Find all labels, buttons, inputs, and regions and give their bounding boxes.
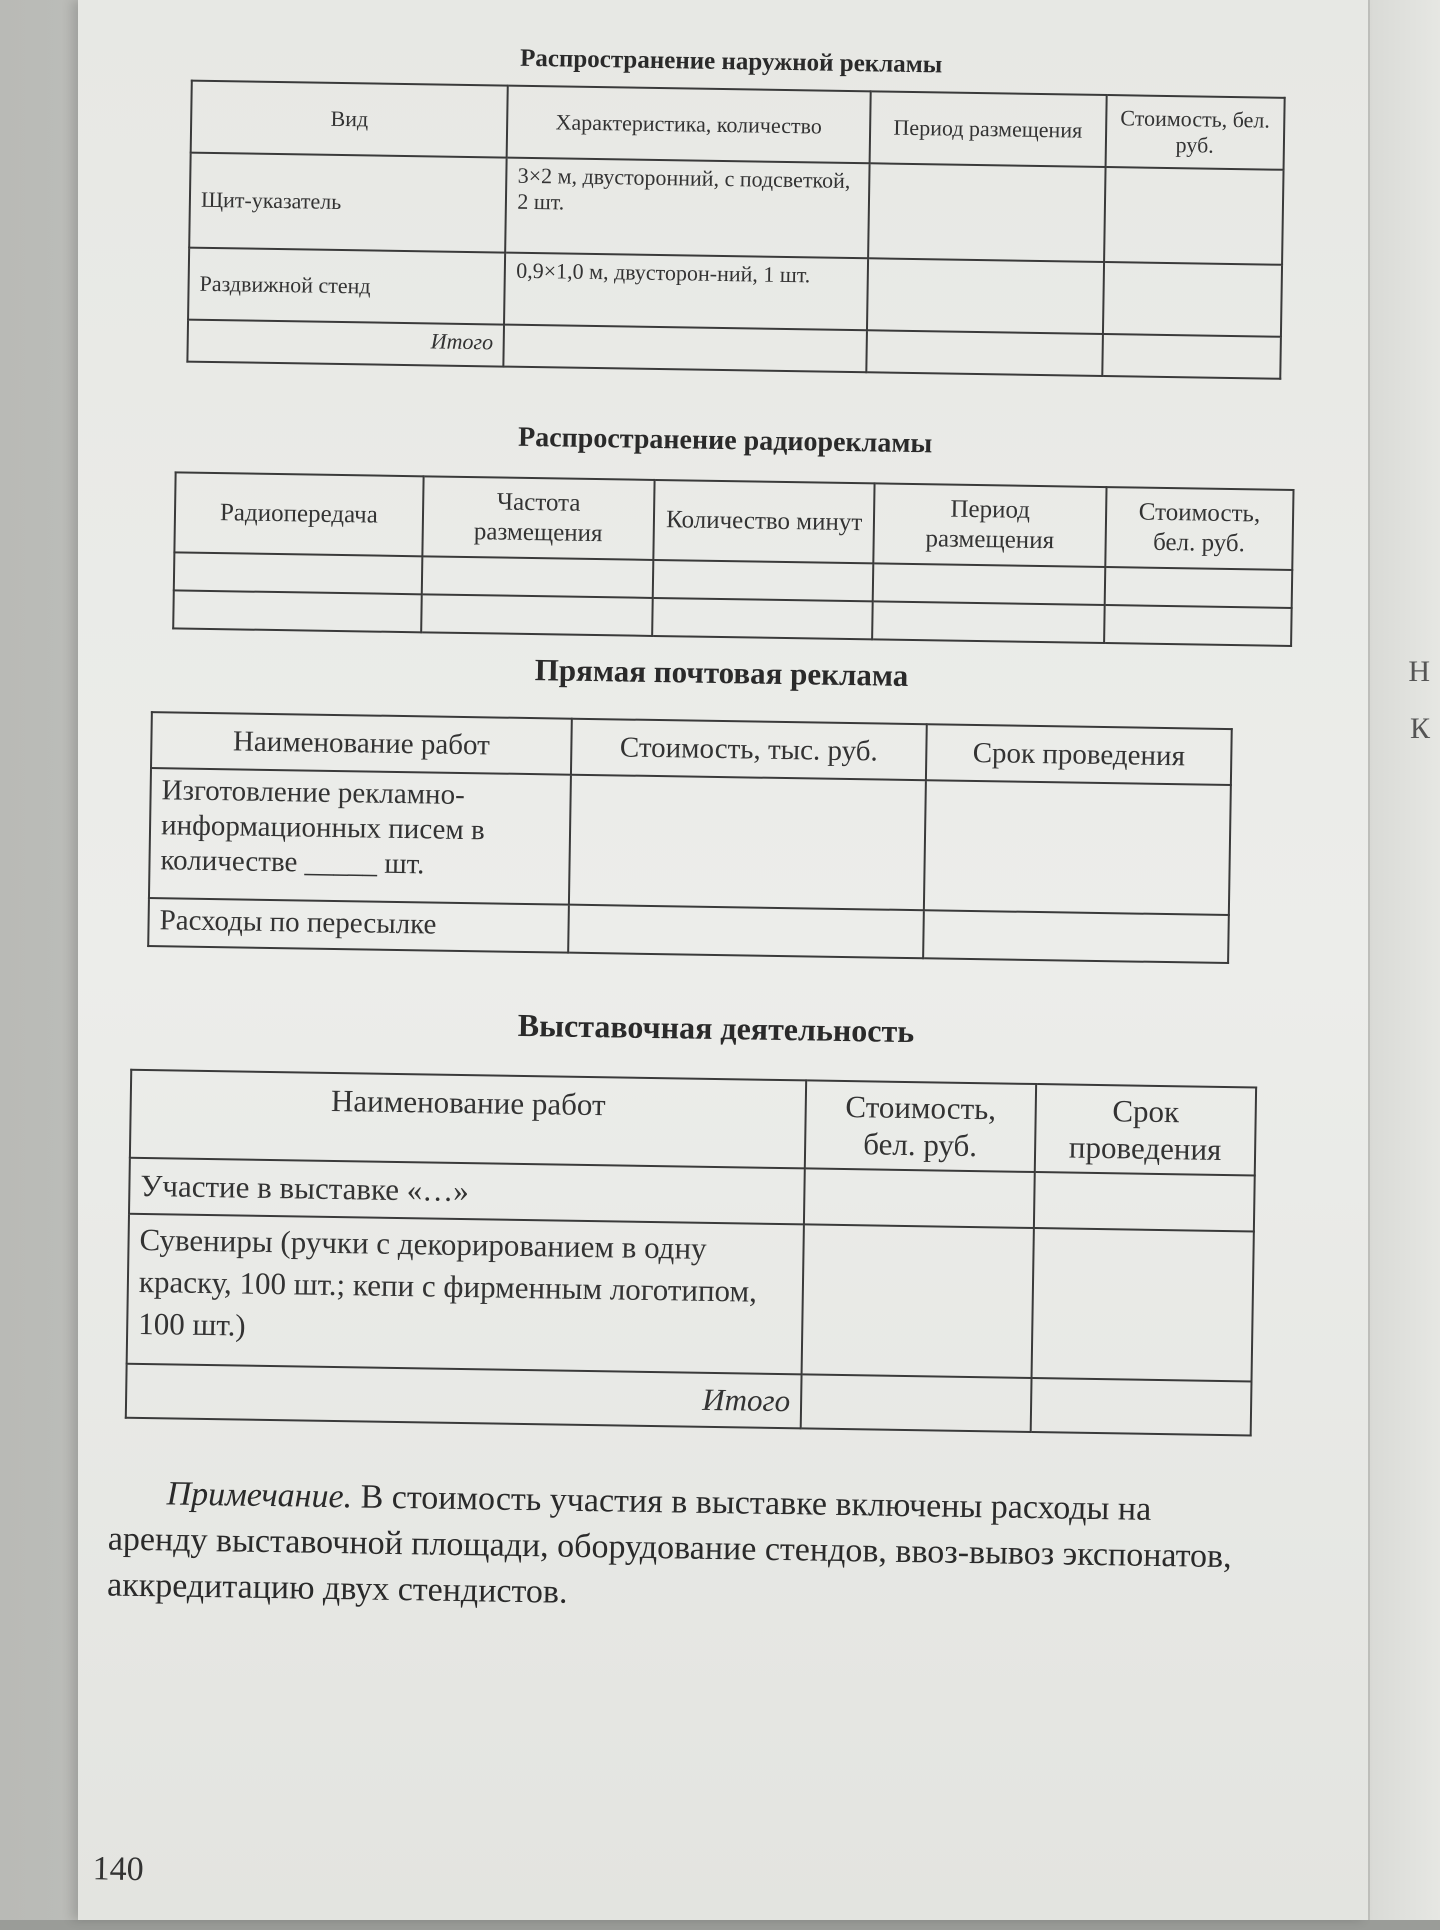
empty-cell (568, 905, 924, 959)
edge-glyph-1: Н (1408, 655, 1430, 688)
empty-cell (802, 1224, 1034, 1378)
empty-cell (422, 556, 654, 598)
section1-title: Распространение наружной рекламы (519, 44, 943, 79)
note-label: Примечание. (166, 1475, 353, 1516)
radio-ad-table (172, 471, 1294, 647)
exhibition-table (125, 1069, 1257, 1437)
row-work-name: Сувениры (ручки с декорированием в одну краску, 100 шт.; кепи с фирменным логотипом, 100 шт.) (127, 1214, 804, 1375)
empty-cell (1032, 1228, 1254, 1381)
empty-cell (924, 780, 1231, 915)
header-term: Срок проведения (926, 724, 1232, 785)
empty-cell (1031, 1378, 1252, 1435)
empty-cell (1104, 605, 1292, 646)
book-page (78, 0, 1368, 1920)
header-radio-program: Радиопередача (174, 472, 423, 556)
empty-cell (1103, 262, 1282, 337)
empty-cell (1034, 1172, 1255, 1231)
header-period: Период размещения (874, 483, 1107, 567)
header-characteristic: Характеристика, количество (507, 86, 870, 164)
header-work-name: Наименование работ (151, 712, 572, 775)
empty-cell (1102, 334, 1281, 379)
empty-cell (173, 590, 421, 632)
header-cost: Стоимость, бел. руб. (1105, 487, 1294, 570)
row-type: Щит-указатель (189, 153, 507, 253)
empty-cell (174, 552, 422, 594)
header-work-name: Наименование работ (130, 1070, 806, 1169)
header-frequency: Частота размещения (422, 476, 655, 560)
page-number: 140 (92, 1850, 144, 1889)
empty-cell (873, 601, 1105, 643)
section2-title: Распространение радиорекламы (517, 421, 933, 460)
empty-cell (867, 258, 1104, 334)
empty-cell (866, 330, 1102, 376)
empty-cell (801, 1374, 1032, 1432)
empty-cell (421, 594, 653, 636)
row-work-name: Расходы по пересылке (148, 898, 569, 953)
header-term: Срок проведения (1035, 1084, 1256, 1175)
empty-cell (868, 163, 1105, 262)
empty-cell (652, 598, 873, 639)
row-work-name: Изготовление рекламно-информационных писем в количестве _____ шт. (149, 768, 571, 905)
empty-cell (1104, 167, 1284, 265)
header-cost: Стоимость, тыс. руб. (571, 719, 927, 781)
note-text: В стоимость участия в выставке включены расходы на аренду выставочной площади, оборудование стендов, ввоз-вывоз экспонатов, аккредитацию двух стендистов. (106, 1478, 1232, 1611)
edge-glyph-2: К (1409, 712, 1430, 745)
total-label: Итого (187, 320, 504, 367)
row-characteristic: 0,9×1,0 м, двусторон-ний, 1 шт. (504, 253, 867, 331)
total-label: Итого (126, 1364, 802, 1429)
empty-cell (504, 325, 867, 373)
row-type: Раздвижной стенд (188, 248, 505, 325)
header-cost: Стоимость, бел. руб. (805, 1080, 1036, 1172)
next-page-edge (1370, 0, 1440, 1920)
empty-cell (804, 1168, 1035, 1228)
empty-cell (653, 560, 874, 601)
footnote (107, 1471, 1259, 1627)
empty-cell (873, 563, 1105, 605)
section3-title: Прямая почтовая реклама (534, 652, 909, 693)
outdoor-ad-table (186, 80, 1285, 380)
direct-mail-table (147, 711, 1233, 964)
table-row (189, 153, 1283, 265)
table-row (127, 1214, 1254, 1382)
empty-cell (923, 910, 1229, 963)
header-minutes: Количество минут (653, 480, 875, 563)
empty-cell (569, 775, 926, 911)
table-row (149, 768, 1231, 915)
header-period: Период размещения (869, 91, 1106, 167)
row-characteristic: 3×2 м, двусторонний, с подсветкой, 2 шт. (506, 158, 870, 259)
row-work-name: Участие в выставке «…» (129, 1158, 805, 1225)
section4-title: Выставочная деятельность (517, 1006, 915, 1050)
header-cost: Стоимость, бел. руб. (1105, 95, 1284, 170)
header-vid: Вид (191, 81, 508, 158)
empty-cell (1104, 567, 1292, 608)
